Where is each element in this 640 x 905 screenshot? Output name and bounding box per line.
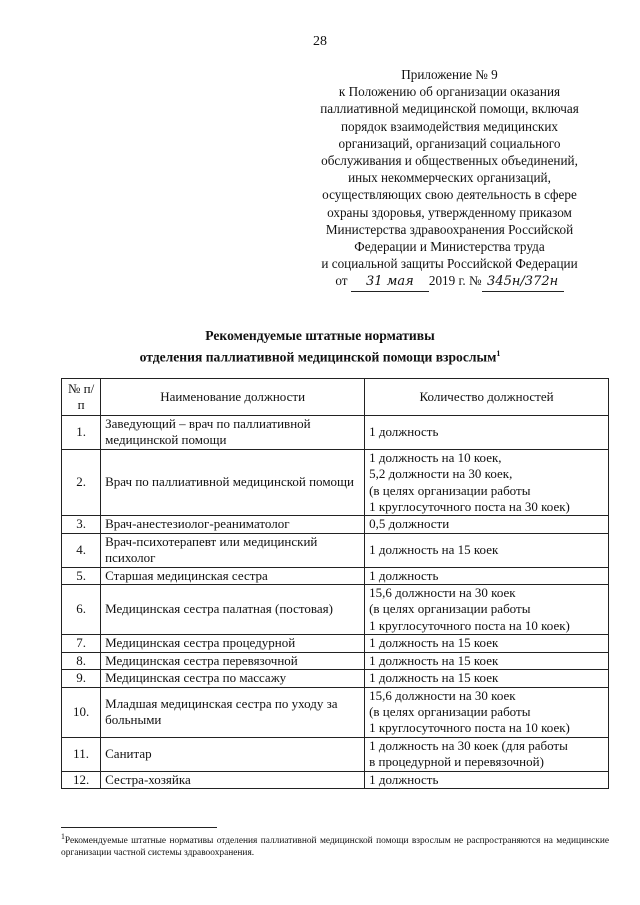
row-number: 2.: [62, 449, 101, 516]
table-row: [62, 771, 609, 788]
handwritten-date: 31 мая: [351, 273, 429, 291]
quantity-line: 1 должность на 15 коек: [369, 635, 499, 651]
position-quantity: [365, 635, 609, 652]
quantity-line: (в целях организации работы: [369, 601, 531, 617]
position-quantity: [365, 652, 609, 669]
quantity-line: 0,5 должности: [369, 516, 450, 532]
row-number: 4.: [62, 533, 101, 567]
appendix-line: порядок взаимодействия медицинских: [341, 118, 558, 134]
table-row: [62, 687, 609, 737]
quantity-line: 1 должность: [369, 771, 439, 787]
position-name: Сестра-хозяйка: [101, 771, 365, 788]
staffing-table: [61, 378, 609, 789]
appendix-line: осуществляющих свою деятельность в сфере: [322, 187, 577, 203]
row-number: 5.: [62, 567, 101, 584]
appendix-header: [292, 66, 607, 292]
position-name: Медицинская сестра процедурной: [101, 635, 365, 652]
row-number: 6.: [62, 585, 101, 635]
appendix-line: к Положению об организации оказания: [338, 84, 561, 100]
quantity-line: 1 круглосуточного поста на 10 коек): [369, 617, 570, 633]
table-row: [62, 585, 609, 635]
quantity-line: (в целях организации работы: [369, 482, 531, 498]
quantity-line: 15,6 должности на 30 коек: [369, 687, 516, 703]
table-row: [62, 737, 609, 771]
row-number: 9.: [62, 670, 101, 687]
quantity-line: 1 должность: [369, 567, 439, 583]
position-quantity: [365, 533, 609, 567]
quantity-line: 5,2 должности на 30 коек,: [369, 466, 513, 482]
table-row: [62, 670, 609, 687]
page-number: 28: [313, 34, 327, 49]
quantity-line: 1 должность: [369, 424, 439, 440]
position-name: Заведующий – врач по паллиативной медицинской помощи: [101, 416, 365, 450]
document-title: [0, 327, 640, 367]
position-quantity: [365, 449, 609, 516]
position-name: Санитар: [101, 737, 365, 771]
table-row: [62, 516, 609, 533]
table-body: [62, 416, 609, 789]
position-quantity: [365, 516, 609, 533]
quantity-line: 1 должность на 15 коек: [369, 670, 499, 686]
position-name: Врач-психотерапевт или медицинский психолог: [101, 533, 365, 567]
position-name: Медицинская сестра перевязочной: [101, 652, 365, 669]
position-quantity: [365, 771, 609, 788]
table-row: [62, 533, 609, 567]
header-position: Наименование должности: [101, 379, 365, 416]
table-header-row: [62, 379, 609, 416]
row-number: 11.: [62, 737, 101, 771]
appendix-line: Федерации и Министерства труда: [354, 239, 545, 255]
position-name: Медицинская сестра палатная (постовая): [101, 585, 365, 635]
footnote-divider: [61, 827, 217, 828]
from-prefix: от: [335, 273, 348, 289]
position-quantity: [365, 670, 609, 687]
appendix-lines: [292, 66, 607, 272]
quantity-line: 1 должность на 30 коек (для работы: [369, 737, 568, 753]
table-row: [62, 567, 609, 584]
quantity-line: в процедурной и перевязочной): [369, 754, 544, 770]
appendix-line: Министерства здравоохранения Российской: [325, 221, 574, 237]
appendix-line: охраны здоровья, утвержденному приказом: [327, 204, 572, 220]
footnote-mark: 1: [496, 349, 501, 358]
appendix-line: иных некоммерческих организаций,: [348, 170, 551, 186]
position-quantity: [365, 585, 609, 635]
quantity-line: (в целях организации работы: [369, 703, 531, 719]
position-name: Старшая медицинская сестра: [101, 567, 365, 584]
position-quantity: [365, 737, 609, 771]
position-name: Медицинская сестра по массажу: [101, 670, 365, 687]
appendix-line: организаций, организаций социального: [338, 135, 561, 151]
quantity-line: 1 круглосуточного поста на 10 коек): [369, 720, 570, 736]
quantity-line: 1 круглосуточного поста на 30 коек): [369, 499, 570, 515]
footnote-text: Рекомендуемые штатные нормативы отделения паллиативной медицинской помощи взрослым не распространяются на медицинские организации частной системы здравоохранения.: [61, 836, 609, 859]
position-quantity: [365, 687, 609, 737]
position-quantity: [365, 567, 609, 584]
table-row: [62, 416, 609, 450]
position-name: Врач по паллиативной медицинской помощи: [101, 449, 365, 516]
position-name: Врач-анестезиолог-реаниматолог: [101, 516, 365, 533]
appendix-line: Приложение № 9: [401, 67, 498, 82]
title-line-1: Рекомендуемые штатные нормативы: [205, 328, 435, 343]
year-text: 2019 г. №: [428, 273, 482, 289]
table-row: [62, 652, 609, 669]
quantity-line: 1 должность на 15 коек: [369, 652, 499, 668]
position-quantity: [365, 416, 609, 450]
row-number: 7.: [62, 635, 101, 652]
footnote-mark: 1: [61, 832, 65, 841]
table-row: [62, 449, 609, 516]
position-name: Младшая медицинская сестра по уходу за больными: [101, 687, 365, 737]
approval-line: [292, 272, 607, 291]
appendix-line: и социальной защиты Российской Федерации: [321, 256, 578, 272]
handwritten-order-number: 345н/372н: [482, 273, 564, 291]
row-number: 3.: [62, 516, 101, 533]
appendix-line: обслуживания и общественных объединений,: [321, 153, 578, 169]
row-number: 10.: [62, 687, 101, 737]
quantity-line: 1 должность на 15 коек: [369, 542, 499, 558]
quantity-line: 15,6 должности на 30 коек: [369, 585, 516, 601]
appendix-line: паллиативной медицинской помощи, включая: [320, 101, 579, 117]
footnote: [61, 831, 609, 859]
header-number: № п/п: [62, 379, 101, 416]
title-line-2: отделения паллиативной медицинской помощи взрослым$^1$: [139, 349, 501, 365]
table-row: [62, 635, 609, 652]
row-number: 12.: [62, 771, 101, 788]
quantity-line: 1 должность на 10 коек,: [369, 449, 502, 465]
header-quantity: Количество должностей: [365, 379, 609, 416]
row-number: 1.: [62, 416, 101, 450]
row-number: 8.: [62, 652, 101, 669]
